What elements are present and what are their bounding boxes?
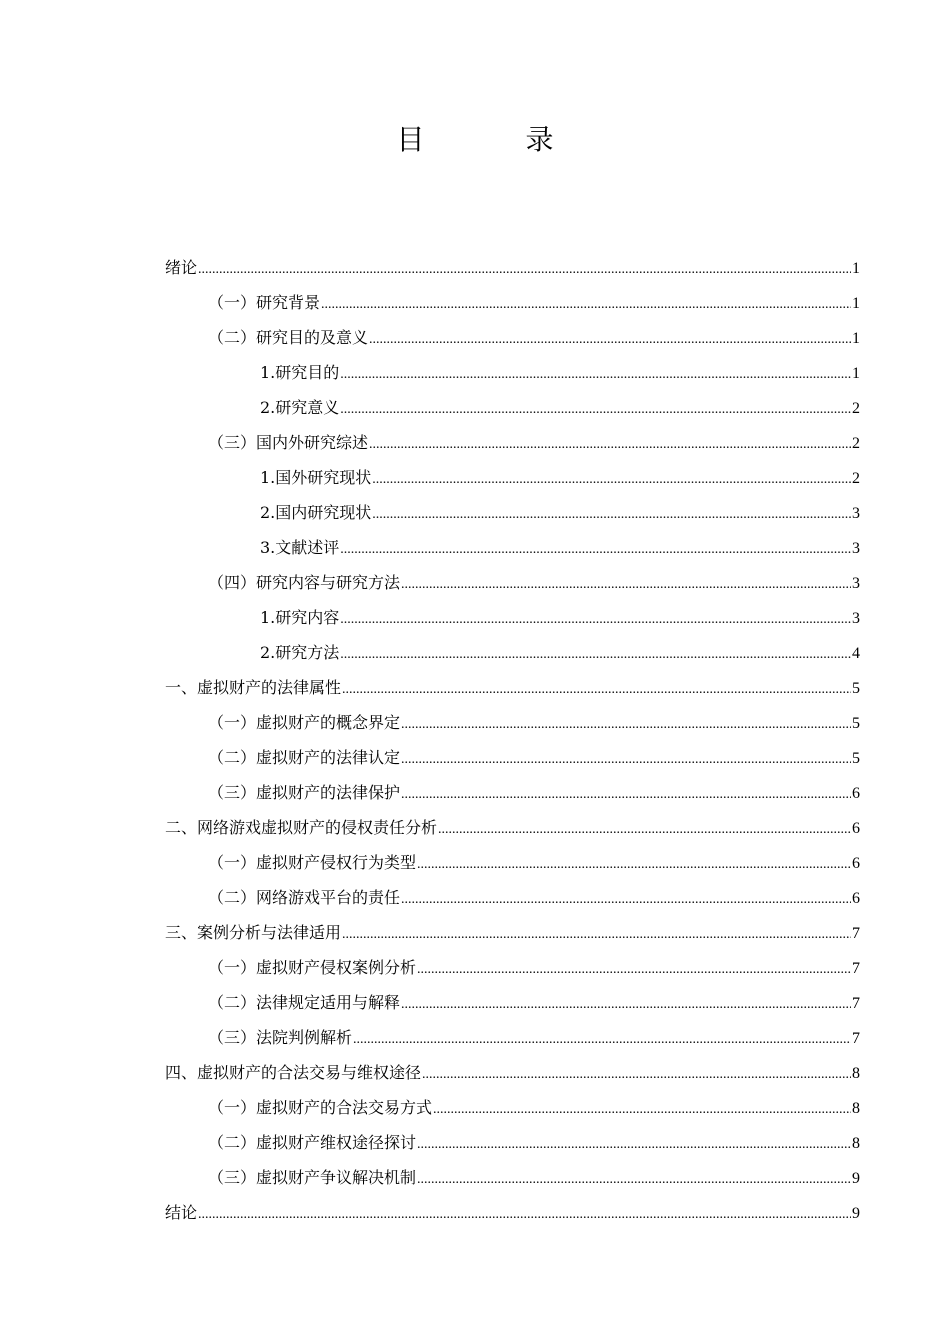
toc-page-number: 8 bbox=[852, 1100, 860, 1117]
toc-entry-text: （二）法律规定适用与解释 bbox=[208, 993, 401, 1012]
toc-entry-text: 3.文献述评 bbox=[260, 538, 340, 557]
toc-page-number: 1 bbox=[852, 330, 860, 347]
toc-page-number: 7 bbox=[852, 995, 860, 1012]
toc-page-number: 4 bbox=[852, 645, 860, 662]
toc-entry[interactable] bbox=[165, 672, 860, 707]
toc-page-number: 5 bbox=[852, 680, 860, 697]
toc-dot-leader bbox=[417, 849, 851, 881]
toc-dot-leader bbox=[340, 534, 851, 566]
toc-dot-leader bbox=[417, 1164, 851, 1196]
toc-entry-text: 四、虚拟财产的合法交易与维权途径 bbox=[165, 1063, 422, 1082]
toc-entry[interactable] bbox=[165, 1197, 860, 1232]
toc-entry-text: （三）法院判例解析 bbox=[208, 1028, 353, 1047]
toc-entry-text: 1.研究内容 bbox=[260, 608, 340, 627]
toc-entry-text: 结论 bbox=[165, 1203, 198, 1222]
toc-dot-leader bbox=[401, 709, 851, 741]
toc-dot-leader bbox=[401, 744, 851, 776]
toc-entry[interactable] bbox=[165, 882, 860, 917]
toc-entry[interactable] bbox=[165, 707, 860, 742]
toc-entry[interactable] bbox=[165, 1162, 860, 1197]
toc-dot-leader bbox=[340, 359, 851, 391]
toc-page-number: 5 bbox=[852, 715, 860, 732]
toc-entry-text: （一）研究背景 bbox=[208, 293, 321, 312]
toc-page-number: 3 bbox=[852, 505, 860, 522]
page-title: 目 录 bbox=[396, 123, 600, 156]
toc-entry[interactable] bbox=[165, 777, 860, 812]
toc-entry[interactable] bbox=[165, 1092, 860, 1127]
toc-entry[interactable] bbox=[165, 322, 860, 357]
toc-entry-text: （一）虚拟财产的概念界定 bbox=[208, 713, 401, 732]
toc-dot-leader bbox=[340, 394, 851, 426]
toc-entry-text: 2.研究意义 bbox=[260, 398, 340, 417]
toc-entry[interactable] bbox=[165, 1057, 860, 1092]
toc-entry-text: 2.研究方法 bbox=[260, 643, 340, 662]
toc-entry-text: 1.研究目的 bbox=[260, 363, 340, 382]
toc-dot-leader bbox=[321, 289, 851, 321]
toc-dot-leader bbox=[401, 569, 851, 601]
toc-dot-leader bbox=[401, 884, 851, 916]
toc-page-number: 3 bbox=[852, 575, 860, 592]
toc-entry-text: （三）虚拟财产的法律保护 bbox=[208, 783, 401, 802]
toc-dot-leader bbox=[401, 989, 851, 1021]
toc-page-number: 8 bbox=[852, 1135, 860, 1152]
toc-page-number: 7 bbox=[852, 1030, 860, 1047]
toc-entry[interactable] bbox=[165, 987, 860, 1022]
toc-entry[interactable] bbox=[165, 637, 860, 672]
toc-page-number: 6 bbox=[852, 890, 860, 907]
toc-entry[interactable] bbox=[165, 252, 860, 287]
toc-entry-text: （二）虚拟财产的法律认定 bbox=[208, 748, 401, 767]
toc-dot-leader bbox=[417, 954, 851, 986]
toc-dot-leader bbox=[340, 639, 851, 671]
toc-entry[interactable] bbox=[165, 917, 860, 952]
toc-entry-text: （四）研究内容与研究方法 bbox=[208, 573, 401, 592]
toc-page-number: 9 bbox=[852, 1205, 860, 1222]
toc-dot-leader bbox=[369, 324, 851, 356]
table-of-contents bbox=[165, 252, 860, 1232]
toc-entry-text: （二）虚拟财产维权途径探讨 bbox=[208, 1133, 417, 1152]
toc-page-number: 8 bbox=[852, 1065, 860, 1082]
toc-dot-leader bbox=[353, 1024, 851, 1056]
toc-dot-leader bbox=[198, 1199, 851, 1231]
toc-dot-leader bbox=[342, 919, 851, 951]
toc-page-number: 2 bbox=[852, 470, 860, 487]
toc-dot-leader bbox=[401, 779, 851, 811]
toc-entry[interactable] bbox=[165, 812, 860, 847]
toc-entry[interactable] bbox=[165, 1127, 860, 1162]
toc-entry[interactable] bbox=[165, 357, 860, 392]
toc-page-number: 3 bbox=[852, 610, 860, 627]
toc-entry-text: 2.国内研究现状 bbox=[260, 503, 372, 522]
toc-dot-leader bbox=[372, 464, 851, 496]
toc-page-number: 2 bbox=[852, 400, 860, 417]
toc-entry[interactable] bbox=[165, 462, 860, 497]
toc-entry[interactable] bbox=[165, 1022, 860, 1057]
toc-dot-leader bbox=[433, 1094, 851, 1126]
toc-entry-text: （一）虚拟财产侵权案例分析 bbox=[208, 958, 417, 977]
toc-dot-leader bbox=[422, 1059, 851, 1091]
toc-page-number: 6 bbox=[852, 820, 860, 837]
toc-dot-leader bbox=[369, 429, 851, 461]
toc-entry-text: 绪论 bbox=[165, 258, 198, 277]
toc-dot-leader bbox=[342, 674, 851, 706]
toc-page-number: 1 bbox=[852, 295, 860, 312]
toc-entry[interactable] bbox=[165, 847, 860, 882]
toc-page-number: 1 bbox=[852, 365, 860, 382]
toc-page-number: 6 bbox=[852, 855, 860, 872]
toc-entry[interactable] bbox=[165, 602, 860, 637]
toc-dot-leader bbox=[372, 499, 851, 531]
toc-page-number: 7 bbox=[852, 925, 860, 942]
toc-entry[interactable] bbox=[165, 392, 860, 427]
toc-page-number: 3 bbox=[852, 540, 860, 557]
toc-page-number: 2 bbox=[852, 435, 860, 452]
toc-entry-text: （一）虚拟财产的合法交易方式 bbox=[208, 1098, 433, 1117]
toc-entry-text: （三）国内外研究综述 bbox=[208, 433, 369, 452]
toc-entry[interactable] bbox=[165, 567, 860, 602]
toc-entry[interactable] bbox=[165, 532, 860, 567]
toc-entry-text: 三、案例分析与法律适用 bbox=[165, 923, 342, 942]
toc-entry-text: 二、网络游戏虚拟财产的侵权责任分析 bbox=[165, 818, 438, 837]
toc-entry[interactable] bbox=[165, 952, 860, 987]
toc-page-number: 7 bbox=[852, 960, 860, 977]
toc-entry-text: （三）虚拟财产争议解决机制 bbox=[208, 1168, 417, 1187]
toc-entry-text: （二）网络游戏平台的责任 bbox=[208, 888, 401, 907]
toc-page-number: 9 bbox=[852, 1170, 860, 1187]
toc-entry-text: 一、虚拟财产的法律属性 bbox=[165, 678, 342, 697]
toc-dot-leader bbox=[340, 604, 851, 636]
toc-entry[interactable] bbox=[165, 742, 860, 777]
toc-dot-leader bbox=[417, 1129, 851, 1161]
toc-page-number: 5 bbox=[852, 750, 860, 767]
toc-entry[interactable] bbox=[165, 497, 860, 532]
toc-entry-text: （二）研究目的及意义 bbox=[208, 328, 369, 347]
toc-page-number: 1 bbox=[852, 260, 860, 277]
toc-entry-text: （一）虚拟财产侵权行为类型 bbox=[208, 853, 417, 872]
toc-page-number: 6 bbox=[852, 785, 860, 802]
toc-entry[interactable] bbox=[165, 287, 860, 322]
toc-dot-leader bbox=[198, 254, 851, 286]
toc-dot-leader bbox=[438, 814, 851, 846]
toc-entry[interactable] bbox=[165, 427, 860, 462]
toc-entry-text: 1.国外研究现状 bbox=[260, 468, 372, 487]
